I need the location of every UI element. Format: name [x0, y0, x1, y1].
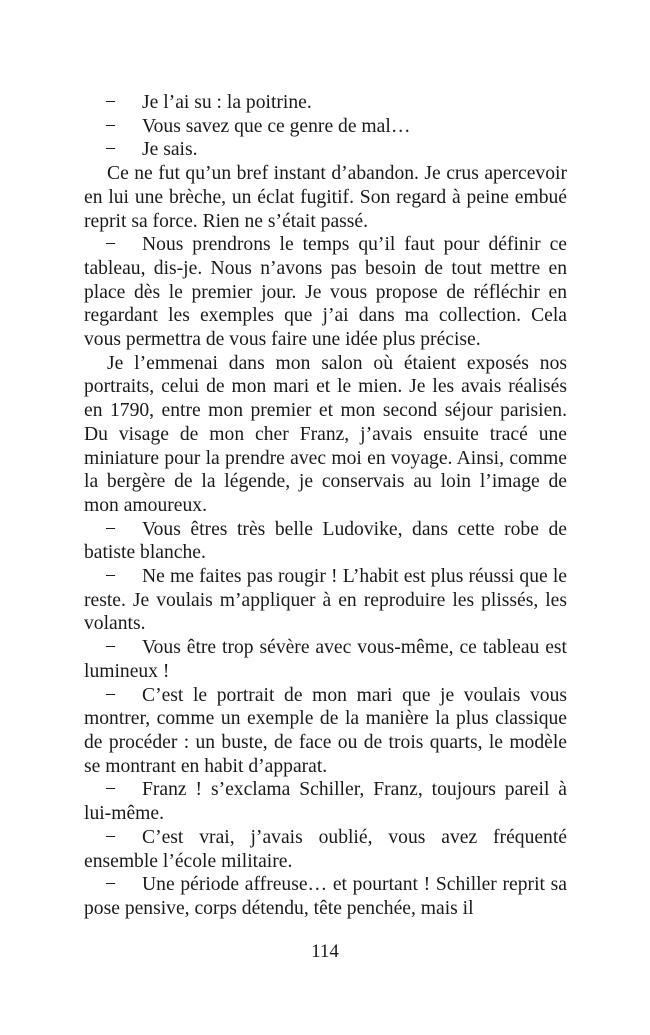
paragraph-text: Vous être trop sévère avec vous-même, ce tableau est lumineux ! [84, 637, 567, 682]
paragraph-text: Vous êtres très belle Ludovike, dans cette robe de batiste blanche. [84, 518, 567, 564]
paragraph-text: Une période affreuse… et pourtant ! Schiller reprit sa pose pensive, corps détendu, tête penchée, mais il [84, 874, 567, 919]
dialogue-dash: − [105, 566, 117, 588]
dialogue-dash: − [105, 115, 117, 137]
paragraph-text: Je l’ai su : la poitrine. [142, 92, 312, 113]
paragraph-text: Nous prendrons le temps qu’il faut pour définir ce tableau, dis-je. Nous n’avons pas besoin de tout mettre en place dès le premier jour. Je vous propose de réfléchir en regardant les exemples que j’ai dans ma collection. Cela vous permettra de vous faire une idée plus précise. [84, 234, 567, 351]
dialogue-paragraph [84, 233, 567, 352]
dialogue-dash: − [105, 92, 117, 113]
dialogue-dash: − [105, 637, 117, 659]
paragraph-text: C’est vrai, j’avais oublié, vous avez fréquenté ensemble l’école militaire. [84, 826, 567, 872]
dialogue-paragraph [84, 778, 567, 825]
dialogue-paragraph [84, 826, 567, 873]
narrative-paragraph: Ce ne fut qu’un bref instant d’abandon. Je crus apercevoir en lui une brèche, un éclat fugitif. Son regard à peine embué reprit sa force. Rien ne s’était passé. [84, 163, 567, 232]
dialogue-dash: − [105, 779, 117, 801]
dialogue-paragraph [84, 518, 567, 565]
dialogue-paragraph [84, 115, 567, 139]
dialogue-paragraph [84, 684, 567, 779]
dialogue-paragraph [84, 565, 567, 636]
dialogue-paragraph [84, 873, 567, 920]
dialogue-dash: − [105, 826, 117, 848]
page-number: 114 [311, 941, 339, 962]
paragraph-text: C’est le portrait de mon mari que je voulais vous montrer, comme un exemple de la manière la plus classique de procéder : un buste, de face ou de trois quarts, le modèle se montrant en habit d’apparat. [84, 684, 567, 777]
dialogue-dash: − [105, 139, 117, 161]
dialogue-dash: − [105, 684, 117, 706]
dialogue-paragraph [84, 91, 567, 115]
narrative-paragraph: Je l’emmenai dans mon salon où étaient exposés nos portraits, celui de mon mari et le mien. Je les avais réalisés en 1790, entre mon premier et mon second séjour parisien. Du visage de mon cher Franz, j’avais ensuite tracé une miniature pour la prendre avec moi en voyage. Ainsi, comme la bergère de la légende, je conservais au loin l’image de mon amoureux. [84, 352, 567, 516]
dialogue-dash: − [105, 234, 117, 256]
dialogue-paragraph [84, 636, 567, 683]
paragraph-text: Ne me faites pas rougir ! L’habit est plus réussi que le reste. Je voulais m’appliquer à en reproduire les plissés, les volants. [84, 566, 567, 635]
dialogue-dash: − [105, 518, 117, 540]
dialogue-dash: − [105, 874, 117, 896]
page-body [84, 91, 567, 921]
paragraph-text: Franz ! s’exclama Schiller, Franz, toujours pareil à lui-même. [84, 779, 567, 825]
dialogue-paragraph [84, 138, 567, 162]
paragraph-text: Vous savez que ce genre de mal… [142, 115, 411, 137]
paragraph-text: Je sais. [142, 139, 198, 161]
